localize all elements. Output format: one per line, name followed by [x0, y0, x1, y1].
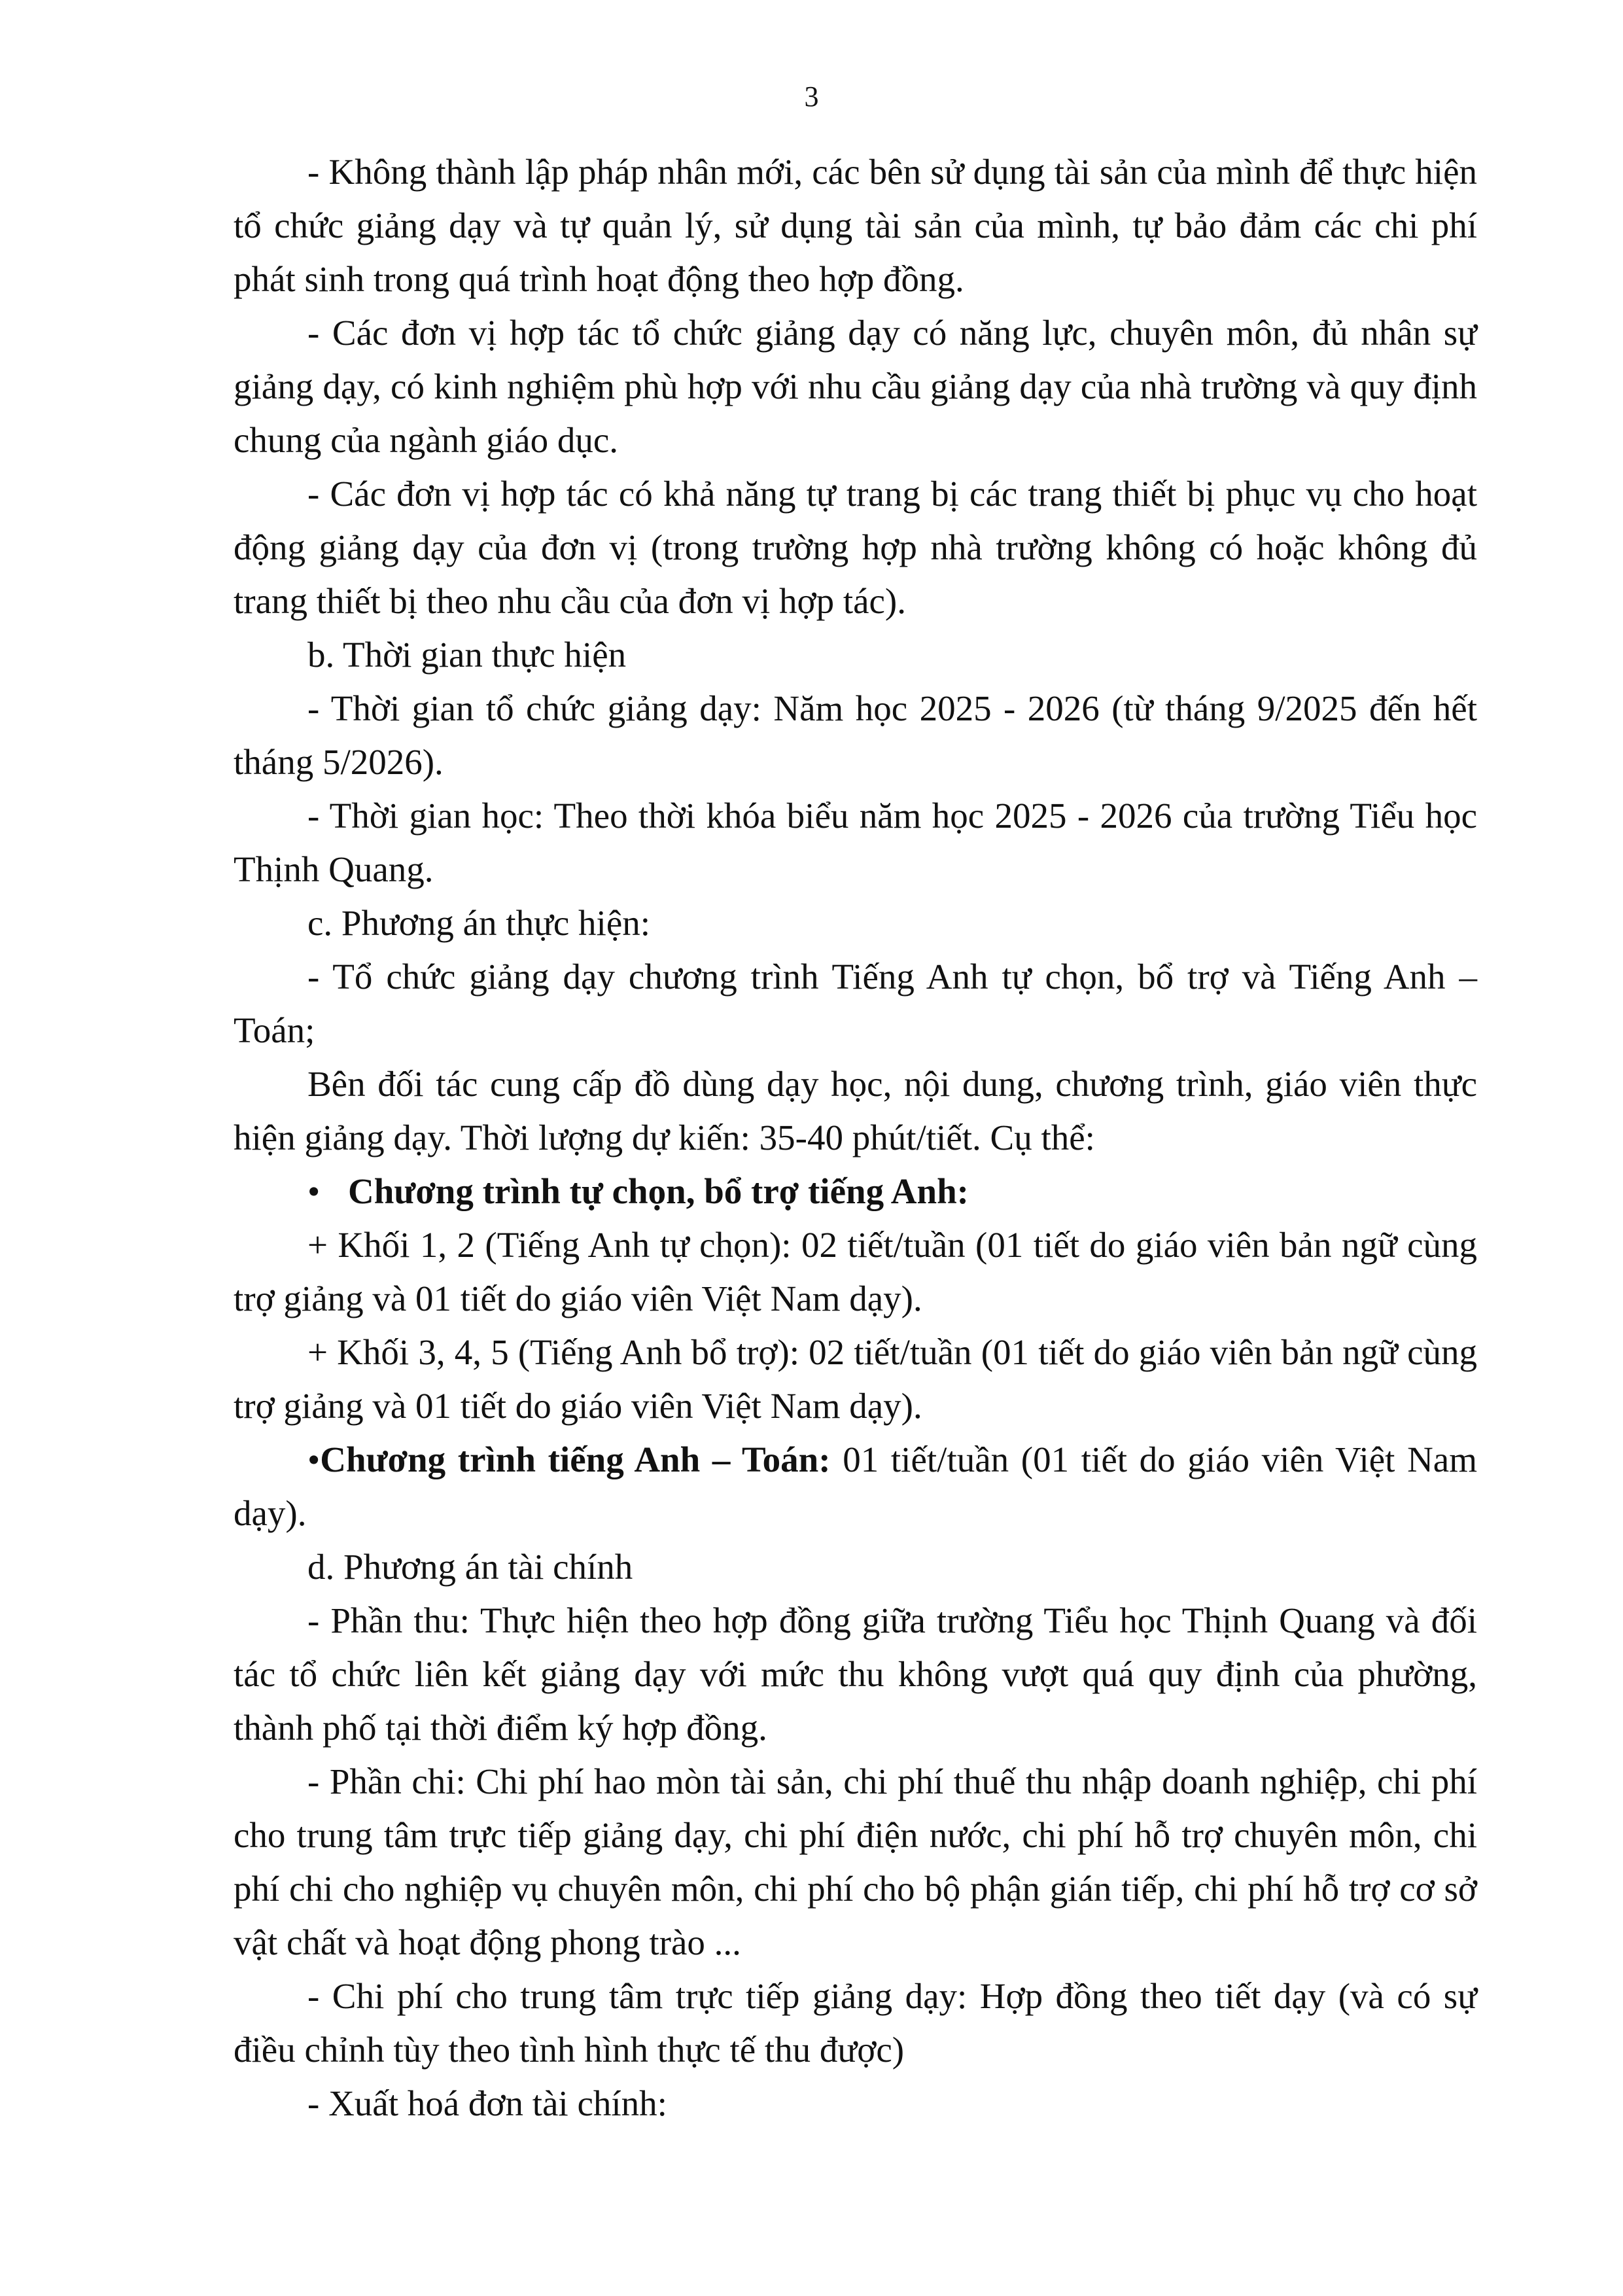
paragraph-study-time: - Thời gian học: Theo thời khóa biểu năm học 2025 - 2026 của trường Tiểu học Thịnh Quang. [234, 796, 1477, 889]
paragraph-grade-1-2: + Khối 1, 2 (Tiếng Anh tự chọn): 02 tiết/tuần (01 tiết do giáo viên bản ngữ cùng trợ giảng và 01 tiết do giáo viên Việt Nam dạy). [234, 1225, 1477, 1318]
heading-b-time: b. Thời gian thực hiện [307, 635, 627, 675]
paragraph-partner-equipment: - Các đơn vị hợp tác có khả năng tự trang bị các trang thiết bị phục vụ cho hoạt động giảng dạy của đơn vị (trong trường hợp nhà trường không có hoặc không đủ trang thiết bị theo nhu cầu của đơn vị hợp tác). [234, 474, 1477, 621]
paragraph-partner-provides: Bên đối tác cung cấp đồ dùng dạy học, nội dung, chương trình, giáo viên thực hiện giảng dạy. Thời lượng dự kiến: 35-40 phút/tiết. Cụ thể: [234, 1064, 1477, 1157]
document-body [234, 145, 1477, 2130]
paragraph-no-new-entity: - Không thành lập pháp nhân mới, các bên sử dụng tài sản của mình để thực hiện tổ chức giảng dạy và tự quản lý, sử dụng tài sản của mình, tự bảo đảm các chi phí phát sinh trong quá trình hoạt động theo hợp đồng. [234, 152, 1477, 299]
heading-d-finance: d. Phương án tài chính [307, 1547, 633, 1587]
bullet-english-math-text: 01 tiết/tuần (01 tiết do giáo viên Việt Nam dạy). [234, 1439, 1477, 1533]
bullet-english-math-title: Chương trình tiếng Anh – Toán: [320, 1439, 831, 1479]
paragraph-partner-capacity: - Các đơn vị hợp tác tổ chức giảng dạy có năng lực, chuyên môn, đủ nhân sự giảng dạy, có kinh nghiệm phù hợp với nhu cầu giảng dạy của nhà trường và quy định chung của ngành giáo dục. [234, 313, 1477, 460]
paragraph-center-cost: - Chi phí cho trung tâm trực tiếp giảng dạy: Hợp đồng theo tiết dạy (và có sự điều chỉnh tùy theo tình hình thực tế thu được) [234, 1976, 1477, 2070]
bullet-elective-title: Chương trình tự chọn, bổ trợ tiếng Anh: [348, 1171, 969, 1211]
paragraph-expenses: - Phần chi: Chi phí hao mòn tài sản, chi phí thuế thu nhập doanh nghiệp, chi phí cho trung tâm trực tiếp giảng dạy, chi phí điện nước, chi phí hỗ trợ chuyên môn, chi phí chi cho nghiệp vụ chuyên môn, chi phí cho bộ phận gián tiếp, chi phí hỗ trợ cơ sở vật chất và hoạt động phong trào ... [234, 1761, 1477, 1962]
bullet-icon: • [307, 1171, 321, 1211]
heading-c-plan: c. Phương án thực hiện: [307, 903, 651, 943]
paragraph-invoice: - Xuất hoá đơn tài chính: [307, 2083, 667, 2123]
bullet-elective-program [234, 1165, 1477, 1218]
paragraph-revenue: - Phần thu: Thực hiện theo hợp đồng giữa trường Tiểu học Thịnh Quang và đối tác tổ chức liên kết giảng dạy với mức thu không vượt quá quy định của phường, thành phố tại thời điểm ký hợp đồng. [234, 1600, 1477, 1748]
paragraph-teaching-time: - Thời gian tổ chức giảng dạy: Năm học 2025 - 2026 (từ tháng 9/2025 đến hết tháng 5/2026). [234, 688, 1477, 782]
page-number: 3 [804, 80, 819, 113]
paragraph-grade-3-4-5: + Khối 3, 4, 5 (Tiếng Anh bổ trợ): 02 tiết/tuần (01 tiết do giáo viên bản ngữ cùng trợ giảng và 01 tiết do giáo viên Việt Nam dạy). [234, 1332, 1477, 1426]
bullet-english-math [234, 1433, 1477, 1540]
bullet-icon: • [307, 1439, 321, 1479]
paragraph-program-organization: - Tổ chức giảng dạy chương trình Tiếng Anh tự chọn, bổ trợ và Tiếng Anh – Toán; [234, 957, 1477, 1050]
